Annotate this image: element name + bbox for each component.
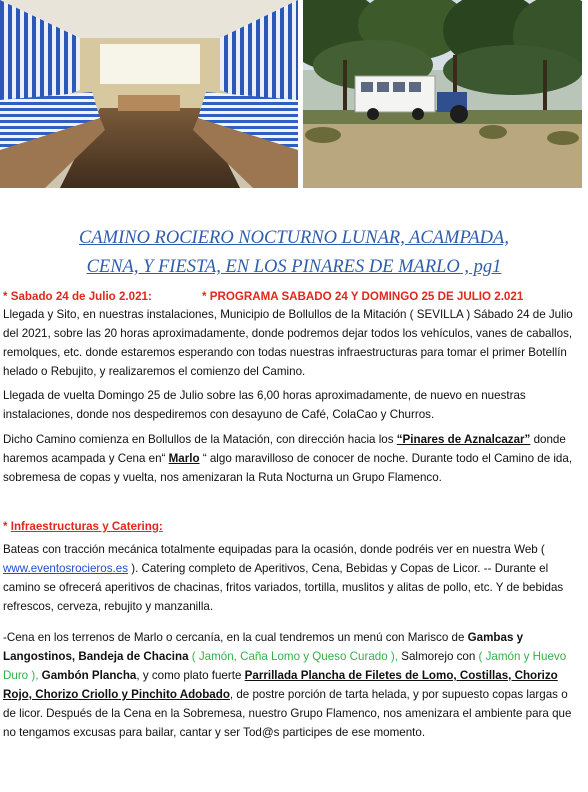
dinner-text: , y como plato fuerte (136, 669, 245, 682)
route-text: “ algo maravilloso de conocer de noche. Durante todo el Camino de ida, sobremesa de copas y vuelta, nos amenizaran la Ruta Nocturna un Grupo Flamenco. (3, 452, 573, 484)
dinner-text: , de postre porción de tarta helada, y por supuesto copas largas o de licor. Después de la Cena en la Sobremesa, nuestro Grupo Flamenco, nos amenizara el ambiente para que no tengamos excusas para bailar, cantar y ser Tod@s participes de ese momento. (3, 688, 572, 739)
chacina-detail: ( Jamón, Caña Lomo y Queso Curado ), (188, 650, 398, 663)
dinner-paragraph (3, 628, 583, 742)
infrastructure-paragraph (3, 540, 583, 616)
dinner-text: -Cena en los terrenos de Marlo o cercanía, en la cual tendremos un menú con Marisco de (3, 631, 468, 644)
program-heading: * PROGRAMA SABADO 24 Y DOMINGO 25 DE JULIO 2.021 (202, 290, 524, 303)
route-text: Dicho Camino comienza en Bollullos de la Matación, con dirección hacia los (3, 433, 397, 446)
trailer-forest-photo (303, 0, 582, 188)
pinares-label: “Pinares de Aznalcazar” (396, 433, 531, 446)
route-paragraph (3, 430, 583, 487)
wagon-interior-photo (0, 0, 298, 188)
date-heading: * Sabado 24 de Julio 2.021: (3, 290, 152, 303)
section-heading (3, 520, 163, 533)
bullet-star: * (3, 520, 11, 533)
document-title-line2: CENA, Y FIESTA, EN LOS PINARES DE MARLO , pg1 (86, 257, 502, 277)
infra-text: ). Catering completo de Aperitivos, Cena, Bebidas y Copas de Licor. -- Durante el camino se ofrecerá aperitivos de chacinas, fritos variados, tortilla, muslitos y alitas de pollo, etc. Y de bebidas refrescos, cerveza, rebujito y manzanilla. (3, 562, 564, 613)
seafood-menu: Gambas y Langostinos, Bandeja de Chacina (3, 631, 524, 663)
return-paragraph: Llegada de vuelta Domingo 25 de Julio sobre las 6,00 horas aproximadamente, de nuevo en nuestras instalaciones, donde nos despediremos con desayuno de Café, ColaCao y Churros. (3, 389, 526, 421)
infra-text: Bateas con tracción mecánica totalmente equipadas para la ocasión, donde podréis ver en nuestra Web ( (3, 543, 545, 556)
infra-heading: Infraestructuras y Catering: (10, 520, 163, 533)
marlo-label: Marlo (168, 452, 200, 465)
document-title-line1: CAMINO ROCIERO NOCTURNO LUNAR, ACAMPADA, (79, 228, 509, 248)
route-text: donde haremos acampada y Cena en“ (3, 433, 566, 465)
parrillada-item: Parrillada Plancha de Filetes de Lomo, Costillas, Chorizo Rojo, Chorizo Criollo y Pinchito Adobado (3, 669, 558, 701)
website-link[interactable]: www.eventosrocieros.es (3, 562, 129, 575)
arrival-paragraph: Llegada y Sito, en nuestras instalaciones, Municipio de Bollullos de la Mitación ( SEVILLA ) Sábado 24 de Julio del 2021, sobre las 20 horas aproximadamente, donde podremos dejar todos los vehículos, vanes de caballos, remolques, etc. donde estaremos esperando con todas nuestras infraestructuras para tomar el primer Botellín helado o Rebujito, y realizaremos el comienzo del Camino. (3, 308, 573, 378)
salmorejo-detail: ( Jamón y Huevo Duro ), (3, 650, 567, 682)
dinner-text: Salmorejo con (397, 650, 479, 663)
gambon-item: Gambón Plancha (41, 669, 137, 682)
